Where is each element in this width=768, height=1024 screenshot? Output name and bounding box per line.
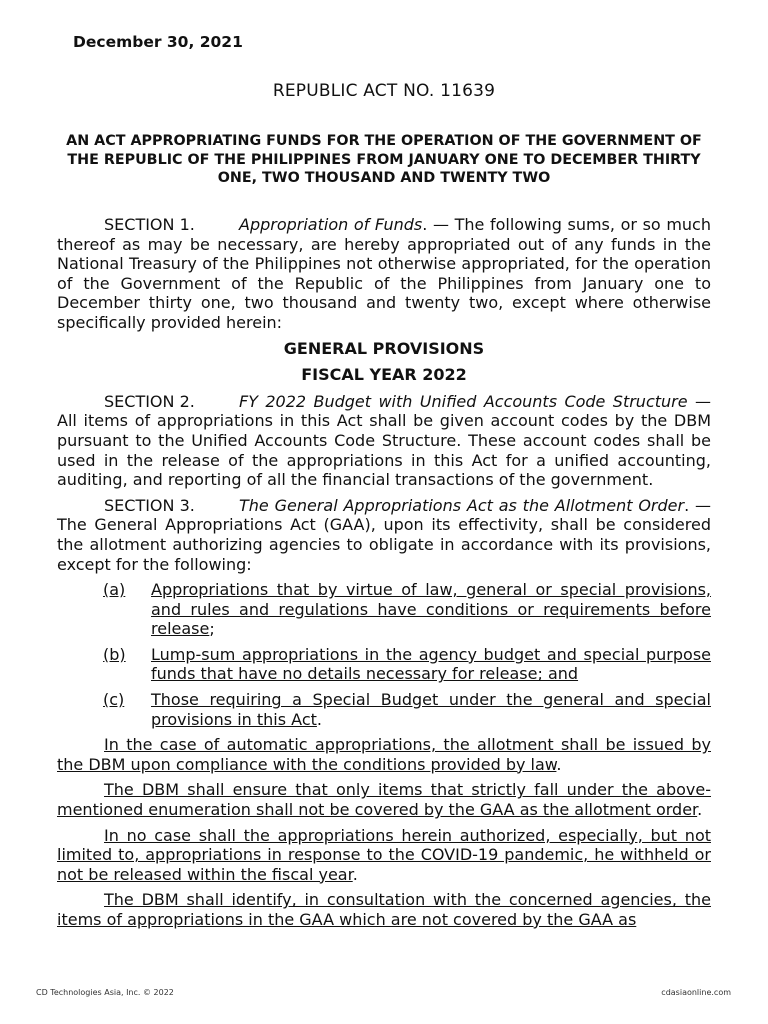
heading-general-provisions: GENERAL PROVISIONS: [283, 338, 485, 358]
list-item-a-tail: ;: [209, 619, 215, 639]
list-item-b: [57, 645, 711, 684]
act-number: REPUBLIC ACT NO. 11639: [272, 81, 496, 101]
list-item-a: [57, 580, 711, 639]
act-title: AN ACT APPROPRIATING FUNDS FOR THE OPERATION OF THE GOVERNMENT OF THE REPUBLIC OF THE PHILIPPINES FROM JANUARY ONE TO DECEMBER THIRTY ONE, TWO THOUSAND AND TWENTY TWO: [66, 133, 702, 186]
paragraph-1-text: In the case of automatic appropriations, the allotment shall be issued by the DBM upon compliance with the conditions provided by law: [57, 735, 711, 774]
document-body: [57, 215, 711, 936]
paragraph-dbm-identify: [57, 890, 711, 929]
footer-site: cdasiaonline.com: [661, 988, 731, 997]
section-2-label: SECTION 2.: [104, 391, 195, 411]
section-3-title: The General Appropriations Act as the Allotment Order: [239, 495, 685, 515]
list-item-b-label: (b): [103, 644, 126, 664]
list-item-b-text: Lump-sum appropriations in the agency budget and special purpose funds that have no details necessary for release; and: [151, 644, 711, 684]
section-3: [57, 496, 711, 574]
section-1-label: SECTION 1.: [104, 215, 195, 234]
document-date: December 30, 2021: [73, 33, 243, 51]
list-item-a-label: (a): [103, 580, 126, 600]
paragraph-4-text: The DBM shall identify, in consultation with the concerned agencies, the items of appropriations in the GAA which are not covered by the GAA as: [57, 890, 711, 929]
paragraph-dbm-ensure: [57, 780, 711, 819]
paragraph-3-text: In no case shall the appropriations herein authorized, especially, but not limited to, appropriations in response to the COVID-19 pandemic, he withheld or not be released within the fiscal year: [57, 825, 711, 884]
paragraph-2-tail: .: [697, 800, 703, 820]
section-2-title: FY 2022 Budget with Unified Accounts Code Structure: [239, 391, 688, 411]
list-item-c-label: (c): [103, 690, 125, 710]
paragraph-1-tail: .: [556, 754, 562, 774]
paragraph-automatic-appropriations: [57, 735, 711, 774]
list-item-c-tail: .: [316, 709, 322, 729]
section-3-text: . — The General Appropriations Act (GAA), upon its effectivity, shall be considered the allotment authorizing agencies to obligate in accordance with its provisions, except for the following:: [57, 495, 712, 574]
section-1: [57, 215, 711, 333]
paragraph-no-withholding: [57, 826, 711, 885]
footer-copyright: CD Technologies Asia, Inc. © 2022: [36, 988, 174, 997]
paragraph-2-text: The DBM shall ensure that only items that strictly fall under the above-mentioned enumeration shall not be covered by the GAA as the allotment order: [57, 780, 711, 820]
section-1-text: . — The following sums, or so much thereof as may be necessary, are hereby appropriated out of any funds in the National Treasury of the Philippines not otherwise appropriated, for the operation of the Government of the Republic of the Philippines from January one to December thirty one, two thousand and twenty two, except where otherwise specifically provided herein:: [57, 215, 711, 332]
list-item-c: [57, 690, 711, 729]
section-2: [57, 392, 711, 490]
heading-fiscal-year: FISCAL YEAR 2022: [301, 365, 467, 385]
list-item-c-text: Those requiring a Special Budget under the general and special provisions in this Act: [151, 690, 711, 729]
section-2-text: — All items of appropriations in this Act shall be given account codes by the DBM pursuant to the Unified Accounts Code Structure. These account codes shall be used in the release of the appropriations in this Act for a unified accounting, auditing, and reporting of all the financial transactions of the government.: [57, 391, 711, 490]
section-1-title: Appropriation of Funds: [239, 215, 423, 234]
section-3-label: SECTION 3.: [104, 495, 195, 515]
paragraph-3-tail: .: [352, 864, 358, 884]
list-item-a-text: Appropriations that by virtue of law, general or special provisions, and rules and regulations have conditions or requirements before release: [151, 580, 711, 639]
